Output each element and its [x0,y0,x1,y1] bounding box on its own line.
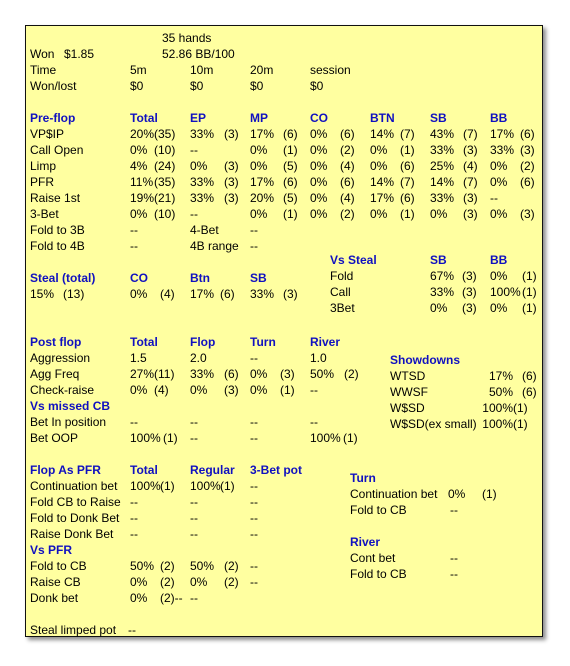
postflop-cell-value: 50% [310,367,335,381]
vs-pfr-cell-value: 0% [130,591,148,605]
vs-pfr-cell-count: (2)-- [160,591,183,605]
flop-pfr-col-regular: Regular [190,463,235,477]
preflop-cell-count: (2) [520,159,535,173]
showdown-row-label: WWSF [390,385,428,399]
steal-total-title: Steal (total) [30,271,96,285]
postflop-row-label: Agg Freq [30,367,80,381]
vs-steal-cell-count: (1) [522,301,537,315]
flop-pfr-cell-value: 100% [130,479,161,493]
bb-per-100: 52.86 BB/100 [162,47,235,61]
wonlost-label: Won/lost [30,79,77,93]
four-bet-value: -- [250,223,258,237]
preflop-row-label: 3-Bet [30,207,59,221]
vs-pfr-row-label: Donk bet [30,591,79,605]
fold-to-3b-value: -- [130,223,138,237]
preflop-cell-count: (1) [400,143,415,157]
four-bet-range-label: 4B range [190,239,239,253]
postflop-cell-count: (11) [154,367,175,381]
postflop-col-turn: Turn [250,335,276,349]
postflop-cell-count: (3) [224,383,239,397]
preflop-row-label: PFR [30,175,54,189]
flop-pfr-title: Flop As PFR [30,463,101,477]
vs-steal-row-label: Fold [330,269,354,283]
preflop-cell-value: 33% [190,175,215,189]
preflop-row-label: VP$IP [30,127,65,141]
vs-steal-cell-value: 33% [430,285,455,299]
postflop-row-label: Check-raise [30,383,95,397]
preflop-cell-value: 0% [430,207,448,221]
wonlost-5m: $0 [130,79,144,93]
steal-limped-label: Steal limped pot [30,623,117,637]
vs-missed-cb-row-label: Bet OOP [30,431,79,445]
vs-steal-cell-value: 0% [430,301,448,315]
vs-missed-cb-row-label: Bet In position [30,415,107,429]
preflop-cell-value: 17% [250,175,275,189]
preflop-cell-value: 0% [490,175,508,189]
preflop-cell-value: 17% [370,191,395,205]
preflop-cell-value: 33% [490,143,515,157]
vs-missed-cb-cell-value: -- [250,415,258,429]
flop-pfr-cell-value: -- [250,479,258,493]
vs-missed-cb-cell-value: -- [250,431,258,445]
showdown-row-label: W$SD(ex small) [390,417,477,431]
flop-pfr-cell-count: (1) [160,479,175,493]
preflop-cell-value: 20% [250,191,275,205]
period-session: session [310,63,351,77]
flop-pfr-cell-value: -- [250,495,258,509]
vs-pfr-cell-count: (2) [160,559,175,573]
preflop-cell-value: 33% [430,143,455,157]
preflop-cell-count: (3) [224,159,239,173]
preflop-cell-value: 0% [130,207,148,221]
vs-missed-cb-title: Vs missed CB [30,399,111,413]
preflop-cell-value: 14% [370,175,395,189]
flop-pfr-row-label: Continuation bet [30,479,118,493]
period-20m: 20m [250,63,274,77]
won-label: Won [30,47,55,61]
steal-total-value: 15% [30,287,55,301]
vs-pfr-cell-value: 0% [190,575,208,589]
vs-steal-cell-count: (1) [522,269,537,283]
vs-missed-cb-cell-count: (1) [163,431,178,445]
postflop-cell-value: 1.0 [310,351,327,365]
showdown-value: 100% [482,417,513,431]
turn-title: Turn [350,471,376,485]
steal-total-count: (13) [63,287,85,301]
postflop-col-river: River [310,335,341,349]
preflop-cell-value: 0% [250,207,268,221]
vs-steal-col-sb: SB [430,253,447,267]
preflop-cell-count: (7) [463,127,478,141]
preflop-cell-value: 0% [130,143,148,157]
vs-missed-cb-cell-value: 100% [310,431,341,445]
vs-pfr-cell-value: -- [190,591,198,605]
vs-missed-cb-cell-count: (1) [343,431,358,445]
steal-cell-value: 17% [190,287,215,301]
preflop-col-bb: BB [490,111,508,125]
preflop-cell-count: (1) [283,143,298,157]
flop-pfr-cell-value: -- [130,527,138,541]
vs-steal-cell-value: 0% [490,269,508,283]
preflop-cell-value: 20% [130,127,155,141]
preflop-cell-value: 0% [310,159,328,173]
preflop-cell-value: 0% [250,143,268,157]
preflop-cell-count: (6) [520,175,535,189]
postflop-col-total: Total [130,335,158,349]
four-bet-range-value: -- [250,239,258,253]
steal-cell-count: (6) [220,287,235,301]
flop-pfr-col-3bet-pot: 3-Bet pot [250,463,302,477]
steal-cell-value: 0% [130,287,148,301]
preflop-cell-count: (3) [224,127,239,141]
postflop-row-label: Aggression [30,351,91,365]
vs-steal-row-label: 3Bet [330,301,355,315]
preflop-cell-value: 4% [130,159,148,173]
preflop-cell-count: (35) [154,127,176,141]
preflop-cell-count: (3) [520,207,535,221]
time-label: Time [30,63,57,77]
fold-to-3b-label: Fold to 3B [30,223,85,237]
preflop-cell-value: 17% [250,127,275,141]
showdowns-title: Showdowns [390,353,460,367]
turn-value: -- [450,503,458,517]
postflop-cell-count: (3) [280,367,295,381]
preflop-cell-value: 33% [190,127,215,141]
preflop-cell-count: (35) [154,175,176,189]
preflop-cell-value: 0% [370,207,388,221]
vs-missed-cb-cell-value: -- [310,415,318,429]
vs-steal-row-label: Call [330,285,351,299]
steal-col-co: CO [130,271,148,285]
vs-pfr-cell-count: (2) [224,559,239,573]
vs-steal-cell-count: (3) [462,269,477,283]
river-title: River [350,535,381,549]
preflop-cell-value: 11% [130,175,154,189]
flop-pfr-cell-value: 100% [190,479,221,493]
showdown-row-label: W$SD [390,401,425,415]
preflop-cell-value: 14% [430,175,455,189]
wonlost-session: $0 [310,79,324,93]
preflop-cell-count: (6) [400,191,415,205]
preflop-cell-count: (21) [154,191,176,205]
preflop-cell-value: 0% [310,175,328,189]
vs-steal-cell-count: (1) [522,285,537,299]
preflop-cell-count: (6) [400,159,415,173]
vs-steal-cell-value: 0% [490,301,508,315]
vs-pfr-cell-value: 0% [130,575,148,589]
preflop-cell-value: -- [490,191,498,205]
preflop-cell-count: (3) [224,191,239,205]
preflop-cell-count: (6) [520,127,535,141]
preflop-cell-value: 0% [490,159,508,173]
flop-pfr-row-label: Fold to Donk Bet [30,511,120,525]
preflop-cell-count: (7) [400,127,415,141]
postflop-cell-value: 33% [190,367,215,381]
showdown-value: 17% [488,369,513,383]
preflop-cell-count: (3) [463,143,478,157]
vs-pfr-row-label: Raise CB [30,575,81,589]
vs-missed-cb-cell-value: -- [190,431,198,445]
flop-pfr-cell-value: -- [250,511,258,525]
preflop-cell-count: (5) [283,191,298,205]
vs-missed-cb-cell-value: -- [130,415,138,429]
vs-pfr-cell-value: -- [250,575,258,589]
river-value: -- [450,551,458,565]
showdown-value: 50% [488,385,513,399]
turn-value: 0% [448,487,466,501]
four-bet-label: 4-Bet [190,223,219,237]
flop-pfr-row-label: Fold CB to Raise [30,495,121,509]
turn-row-label: Continuation bet [350,487,438,501]
showdown-count: (1) [513,401,528,415]
turn-count: (1) [482,487,497,501]
flop-pfr-cell-count: (1) [220,479,235,493]
flop-pfr-cell-value: -- [130,511,138,525]
hands-count: 35 hands [162,31,212,45]
vs-steal-title: Vs Steal [330,253,377,267]
preflop-cell-value: 0% [370,143,388,157]
preflop-cell-value: -- [190,207,198,221]
stats-hud-panel [25,25,543,637]
postflop-cell-count: (6) [224,367,239,381]
postflop-cell-value: 0% [250,383,268,397]
wonlost-20m: $0 [250,79,264,93]
preflop-cell-value: 0% [370,159,388,173]
vs-pfr-cell-value: -- [250,559,258,573]
showdown-count: (1) [513,417,528,431]
steal-col-sb: SB [250,271,267,285]
preflop-cell-count: (7) [400,175,415,189]
won-amount: $1.85 [64,47,95,61]
preflop-cell-value: 19% [130,191,155,205]
preflop-cell-value: 0% [190,159,208,173]
postflop-cell-value: -- [250,351,258,365]
preflop-cell-count: (2) [340,143,355,157]
flop-pfr-cell-value: -- [190,527,198,541]
postflop-cell-value: 0% [190,383,208,397]
vs-steal-col-bb: BB [490,253,508,267]
steal-cell-value: 33% [250,287,275,301]
preflop-col-ep: EP [190,111,207,125]
postflop-cell-count: (2) [344,367,359,381]
vs-pfr-title: Vs PFR [30,543,73,557]
showdown-count: (6) [522,385,537,399]
steal-col-btn: Btn [190,271,210,285]
preflop-col-btn: BTN [370,111,395,125]
steal-cell-count: (4) [160,287,175,301]
showdown-value: 100% [482,401,513,415]
vs-pfr-cell-count: (2) [160,575,175,589]
postflop-col-flop: Flop [190,335,216,349]
preflop-cell-count: (3) [463,207,478,221]
preflop-col-co: CO [310,111,328,125]
preflop-cell-count: (3) [463,191,478,205]
wonlost-10m: $0 [190,79,204,93]
preflop-cell-value: 17% [490,127,515,141]
preflop-title: Pre-flop [30,111,76,125]
vs-steal-cell-count: (3) [462,285,477,299]
preflop-cell-value: 0% [310,191,328,205]
flop-pfr-cell-value: -- [250,527,258,541]
preflop-cell-count: (24) [154,159,176,173]
river-row-label: Fold to CB [350,567,407,581]
preflop-row-label: Raise 1st [30,191,81,205]
steal-cell-count: (3) [283,287,298,301]
period-5m: 5m [130,63,147,77]
preflop-cell-count: (2) [340,207,355,221]
vs-pfr-row-label: Fold to CB [30,559,87,573]
flop-pfr-cell-value: -- [190,495,198,509]
preflop-cell-count: (6) [340,175,355,189]
flop-pfr-col-total: Total [130,463,158,477]
flop-pfr-row-label: Raise Donk Bet [30,527,114,541]
flop-pfr-cell-value: -- [190,511,198,525]
fold-to-4b-label: Fold to 4B [30,239,85,253]
preflop-cell-count: (3) [520,143,535,157]
preflop-cell-count: (7) [463,175,478,189]
preflop-cell-count: (10) [154,207,176,221]
preflop-col-mp: MP [250,111,268,125]
postflop-title: Post flop [30,335,82,349]
river-value: -- [450,567,458,581]
preflop-cell-count: (1) [400,207,415,221]
preflop-cell-count: (10) [154,143,176,157]
preflop-cell-count: (4) [340,159,355,173]
fold-to-4b-value: -- [130,239,138,253]
preflop-cell-count: (1) [283,207,298,221]
preflop-row-label: Limp [30,159,57,173]
preflop-cell-value: 14% [370,127,395,141]
preflop-cell-value: 0% [310,143,328,157]
preflop-cell-value: 0% [310,207,328,221]
period-10m: 10m [190,63,214,77]
postflop-cell-value: -- [310,383,318,397]
vs-pfr-cell-count: (2) [224,575,239,589]
preflop-cell-value: 0% [310,127,328,141]
steal-limped-value: -- [128,623,136,637]
preflop-cell-count: (3) [224,175,239,189]
preflop-cell-value: 0% [250,159,268,173]
preflop-cell-count: (4) [340,191,355,205]
vs-steal-cell-value: 100% [490,285,521,299]
showdown-row-label: WTSD [390,369,426,383]
vs-missed-cb-cell-value: 100% [130,431,161,445]
preflop-cell-value: -- [190,143,198,157]
postflop-cell-value: 0% [130,383,148,397]
vs-missed-cb-cell-value: -- [190,415,198,429]
vs-pfr-cell-value: 50% [130,559,155,573]
postflop-cell-value: 2.0 [190,351,207,365]
preflop-row-label: Call Open [30,143,84,157]
vs-steal-cell-value: 67% [430,269,455,283]
postflop-cell-count: (1) [280,383,295,397]
preflop-cell-count: (4) [463,159,478,173]
preflop-col-total: Total [130,111,158,125]
preflop-cell-value: 43% [430,127,455,141]
vs-pfr-cell-value: 50% [190,559,215,573]
postflop-cell-value: 1.5 [130,351,147,365]
postflop-cell-value: 27% [130,367,155,381]
preflop-cell-value: 25% [430,159,455,173]
preflop-cell-count: (6) [340,127,355,141]
turn-row-label: Fold to CB [350,503,407,517]
flop-pfr-cell-value: -- [130,495,138,509]
vs-steal-cell-count: (3) [462,301,477,315]
preflop-cell-count: (6) [283,127,298,141]
preflop-cell-value: 33% [190,191,215,205]
preflop-cell-count: (6) [283,175,298,189]
preflop-cell-value: 33% [430,191,455,205]
postflop-cell-count: (4) [154,383,169,397]
preflop-cell-value: 0% [490,207,508,221]
preflop-cell-count: (5) [283,159,298,173]
preflop-col-sb: SB [430,111,447,125]
postflop-cell-value: 0% [250,367,268,381]
showdown-count: (6) [522,369,537,383]
river-row-label: Cont bet [350,551,396,565]
